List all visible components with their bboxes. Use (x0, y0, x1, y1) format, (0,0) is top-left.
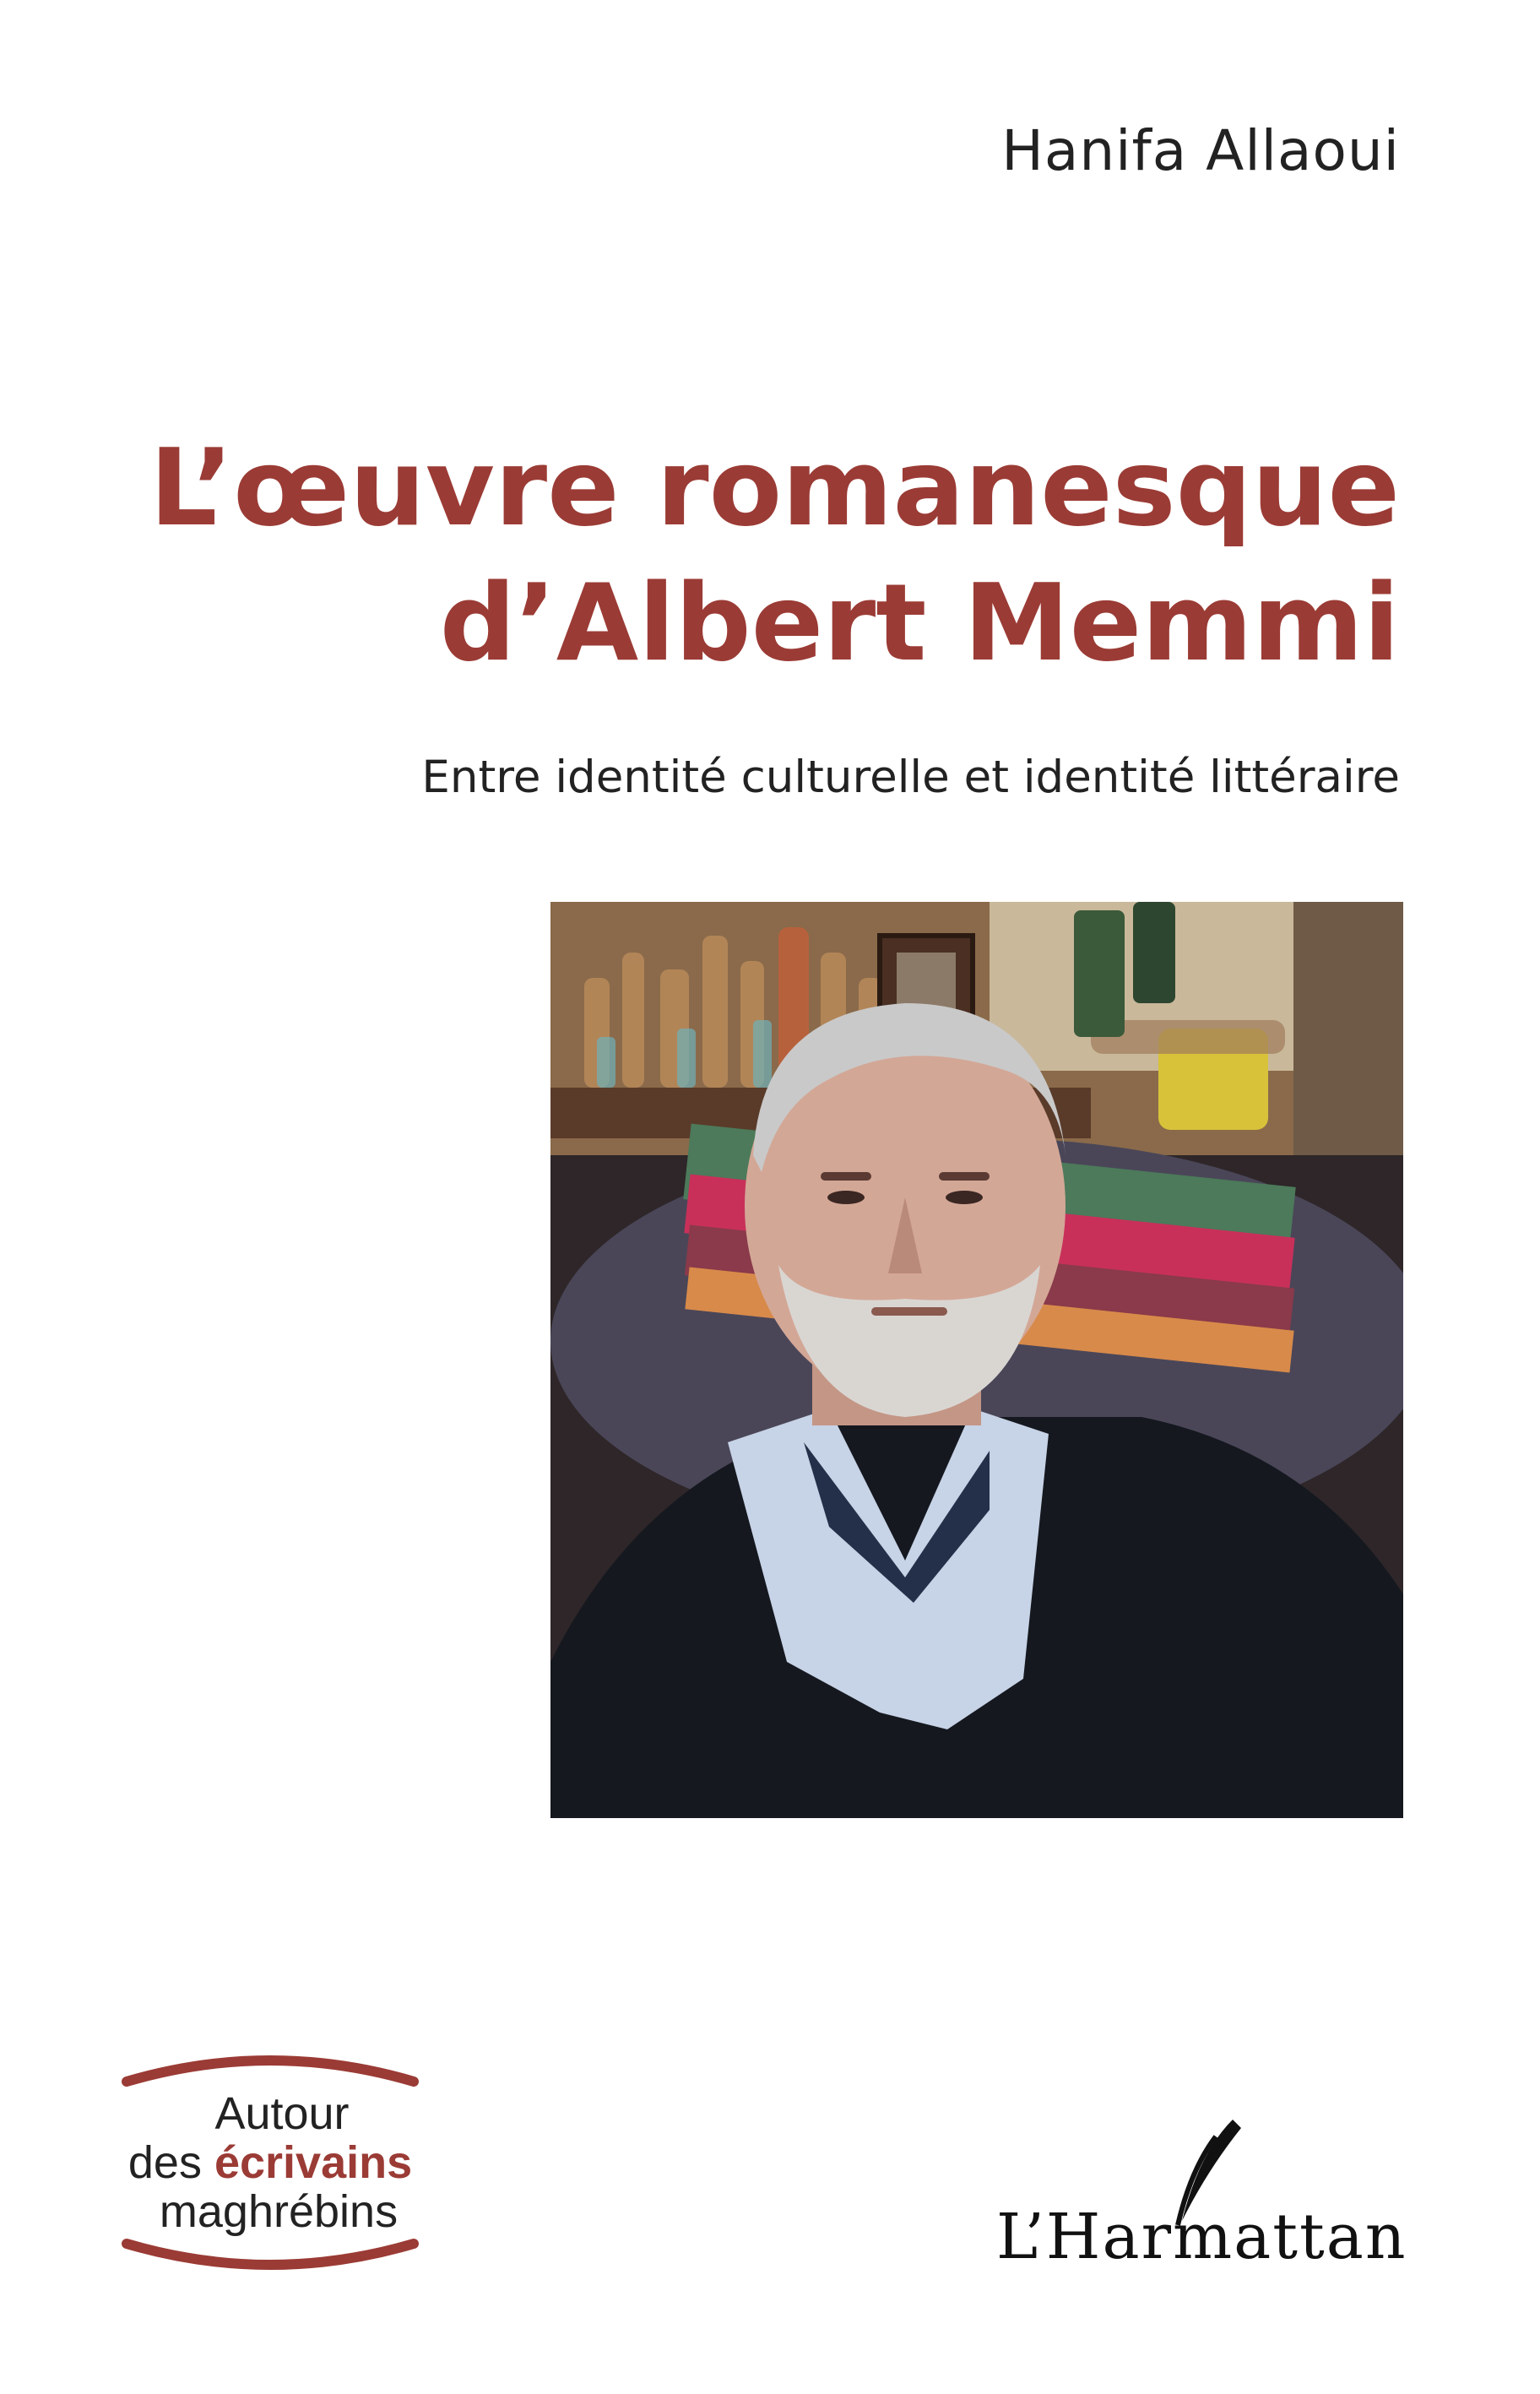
book-title (133, 421, 1400, 691)
author-portrait-photo (550, 902, 1403, 1818)
book-subtitle: Entre identité culturelle et identité littéraire (421, 752, 1400, 803)
collection-line-2-accent: écrivains (214, 2137, 413, 2188)
title-line-1: L’œuvre romanesque (149, 426, 1400, 550)
collection-logo (120, 2048, 420, 2276)
portrait-illustration (550, 902, 1403, 1818)
collection-line-2 (120, 2139, 420, 2186)
author-name: Hanifa Allaoui (1001, 118, 1400, 183)
collection-line-3: maghrébins (159, 2186, 399, 2237)
publisher-logo (996, 2120, 1410, 2288)
collection-line-2-prefix: des (127, 2137, 214, 2188)
collection-line-1: Autour (214, 2088, 350, 2139)
publisher-name: L’Harmattan (996, 2201, 1407, 2273)
title-line-2: d’Albert Memmi (439, 561, 1400, 685)
